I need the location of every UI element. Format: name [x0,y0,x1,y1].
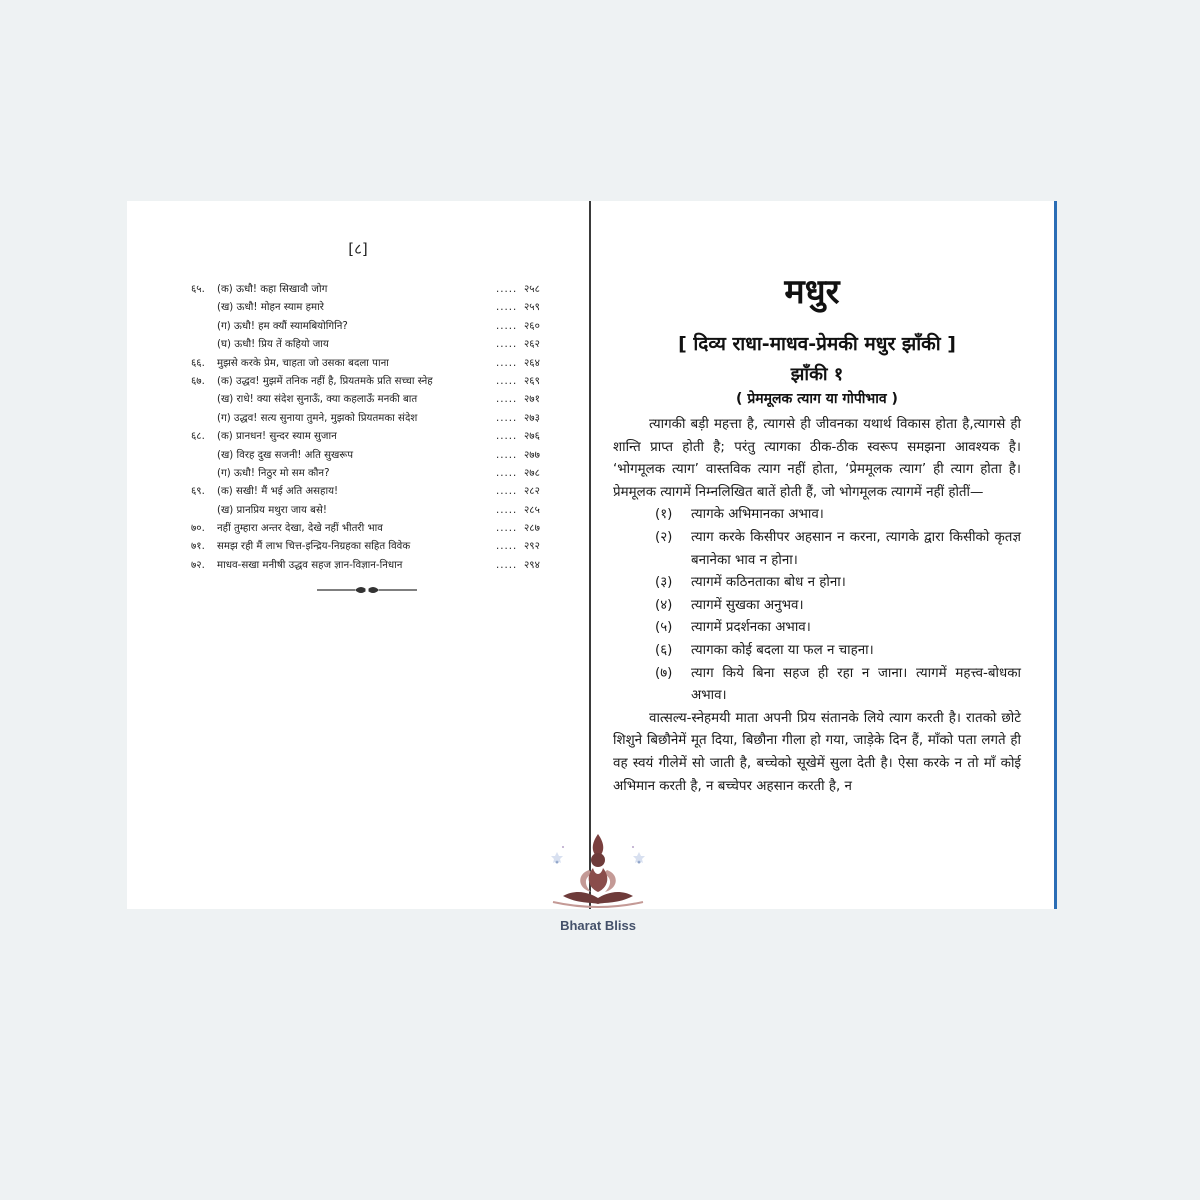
toc-row [191,410,551,428]
toc-leader-dots: ..... [496,284,518,295]
paragraph-2: वात्सल्य-स्नेहमयी माता अपनी प्रिय संतानके लिये त्याग करती है। रातको छोटे शिशुने बिछौनेमें मूत दिया, बिछौना गीला हो गया, जाड़ेके दिन हैं, माँको पता लगते ही वह स्वयं गीलेमें सो जाती है, बच्चेको सूखेमें सुला देती है। ऐसा करके न तो माँ कोई अभिमान करती है, न बच्चेपर अहसान करती है, न [613,710,1021,794]
toc-row [191,520,551,538]
toc-page-number: २६२ [524,339,540,351]
toc-number: ७०. [191,523,205,535]
toc-leader-dots: ..... [496,486,518,498]
toc-page-number: २६९ [524,375,540,387]
toc-row [191,502,551,520]
toc-leader-dots: ..... [496,431,518,443]
list-item-number: (४) [655,597,673,613]
ornament-divider [317,584,417,596]
toc-page-number: २५९ [524,302,540,314]
toc-row [191,355,551,373]
toc-row [191,447,551,465]
toc-entry-text: मुझसे करके प्रेम, चाहता जो उसका बदला पाना [217,357,389,369]
toc-entry-text: (ग) ऊधौ! हम क्यौं स्यामबियोगिनि? [217,320,348,332]
toc-entry-text: (क) ऊधौ! कहा सिखावौ जोग [217,284,328,295]
toc-row [191,483,551,501]
list-item-number: (७) [655,665,673,681]
toc-page-number: २८७ [524,523,540,535]
toc-entry-text: (घ) ऊधौ! प्रिय तें कहियो जाय [217,339,329,351]
toc-page-number: २५८ [524,284,540,295]
brand-name: Bharat Bliss [560,918,636,933]
toc-number: ६९. [191,486,205,498]
toc-page-number: २७६ [524,431,540,443]
points-list [613,504,1021,707]
toc-page-number: २७३ [524,412,540,424]
toc-leader-dots: ..... [496,302,518,314]
toc-leader-dots: ..... [496,339,518,351]
toc-page-number: २७१ [524,394,540,406]
toc-page-number: २७७ [524,449,540,461]
toc-row [191,428,551,446]
toc-page-number: २६० [524,320,540,332]
right-page [597,201,1052,909]
toc-row [191,318,551,336]
toc-leader-dots: ..... [496,375,518,387]
toc-number: ६६. [191,357,205,369]
toc-row [191,538,551,556]
toc-number: ६७. [191,375,205,387]
toc-leader-dots: ..... [496,320,518,332]
toc-entry-text: माधव-सखा मनीषी उद्धव सहज ज्ञान-विज्ञान-निधान [217,559,403,571]
list-item-text: त्यागका कोई बदला या फल न चाहना। [691,642,874,658]
list-item-number: (२) [655,529,673,545]
toc-entry-text: (क) सखी! मैं भई अति असहाय! [217,486,339,498]
toc-entry-text: (क) प्रानधन! सुन्दर स्याम सुजान [217,431,337,443]
toc-row [191,557,551,575]
toc-row [191,391,551,409]
toc-leader-dots: ..... [496,449,518,461]
list-item-text: त्यागमें सुखका अनुभव। [691,597,804,613]
chapter-title: मधुर [784,272,840,312]
toc-entry-text: (ख) प्रानप्रिय मथुरा जाय बसे! [217,504,327,516]
brand-logo [533,822,663,942]
toc-leader-dots: ..... [496,357,518,369]
book-edge [1054,201,1057,909]
toc-leader-dots: ..... [496,412,518,424]
toc-page-number: २९४ [524,559,540,571]
toc-row [191,373,551,391]
list-item-number: (५) [655,620,673,636]
body-text [613,414,1021,798]
list-item-number: (३) [655,575,673,591]
toc-leader-dots: ..... [496,504,518,516]
book-spine [589,201,591,909]
toc-row [191,465,551,483]
toc-page-number: २८२ [524,486,540,498]
open-book [127,201,1057,909]
toc-row [191,281,551,299]
toc-page-number: २६४ [524,357,540,369]
toc-leader-dots: ..... [496,523,518,535]
toc-number: ६५. [191,284,205,295]
toc-row [191,336,551,354]
section-subheading: ( प्रेममूलक त्याग या गोपीभाव ) [736,391,898,407]
toc-entry-text: समझ रही मैं लाभ चित्त-इन्द्रिय-निग्रहका सहित विवेक [217,541,411,553]
list-item-text: त्याग किये बिना सहज ही रहा न जाना। त्यागमें महत्त्व-बोधका अभाव। [691,665,1021,704]
list-item [613,595,1021,618]
list-item-text: त्यागमें प्रदर्शनका अभाव। [691,620,811,636]
list-item [613,640,1021,663]
toc-entry-text: (ख) विरह दुख सजनी! अति सुखरूप [217,449,354,461]
toc-entry-text: (क) उद्धव! मुझमें तनिक नहीं है, प्रियतमके प्रति सच्चा स्नेह [217,375,433,387]
toc-leader-dots: ..... [496,467,518,479]
toc-row [191,299,551,317]
toc-entry-text: (ख) राधे! क्या संदेश सुनाऊँ, क्या कहलाऊँ मनकी बात [217,394,418,406]
paragraph-1: त्यागकी बड़ी महत्ता है, त्यागसे ही जीवनका यथार्थ विकास होता है,त्यागसे ही शान्ति प्राप्त होती है; परंतु त्यागका ठीक-ठीक स्वरूप समझना आवश्यक है। ‘भोगमूलक त्याग’ वास्तविक त्याग नहीं होता, ‘प्रेममूलक त्याग’ ही त्याग होता है। प्रेममूलक त्यागमें निम्नलिखित बातें होती हैं, जो भोगमूलक त्यागमें नहीं होतीं— [613,417,1021,500]
toc-leader-dots: ..... [496,394,518,406]
toc-page-number: २७८ [524,467,540,479]
toc-entry-text: नहीं तुम्हारा अन्तर देखा, देखे नहीं भीतरी भाव [217,523,383,535]
table-of-contents [191,281,551,575]
section-heading: झाँकी १ [790,364,844,385]
list-item-number: (६) [655,642,673,658]
toc-page-number: २८५ [524,504,540,516]
list-item-text: त्यागके अभिमानका अभाव। [691,507,824,523]
toc-number: ७१. [191,541,205,553]
toc-leader-dots: ..... [496,559,518,571]
list-item [613,527,1021,572]
chapter-subtitle: [ दिव्य राधा-माधव-प्रेमकी मधुर झाँकी ] [678,333,956,355]
toc-number: ६८. [191,431,205,443]
toc-number: ७२. [191,559,205,571]
list-item-number: (१) [655,507,673,523]
toc-entry-text: (ख) ऊधौ! मोहन स्याम हमारे [217,302,324,314]
toc-page-number: २९२ [524,541,540,553]
page-number: [८] [348,240,368,258]
meditation-figure-icon [533,822,663,922]
toc-leader-dots: ..... [496,541,518,553]
list-item [613,572,1021,595]
list-item [613,663,1021,708]
toc-entry-text: (ग) ऊधौ! निठुर मो सम कौन? [217,467,330,479]
list-item [613,617,1021,640]
toc-entry-text: (ग) उद्धव! सत्य सुनाया तुमने, मुझको प्रियतमका संदेश [217,412,418,424]
list-item [613,504,1021,527]
list-item-text: त्यागमें कठिनताका बोध न होना। [691,575,846,591]
list-item-text: त्याग करके किसीपर अहसान न करना, त्यागके द्वारा किसीको कृतज्ञ बनानेका भाव न होना। [691,529,1021,568]
